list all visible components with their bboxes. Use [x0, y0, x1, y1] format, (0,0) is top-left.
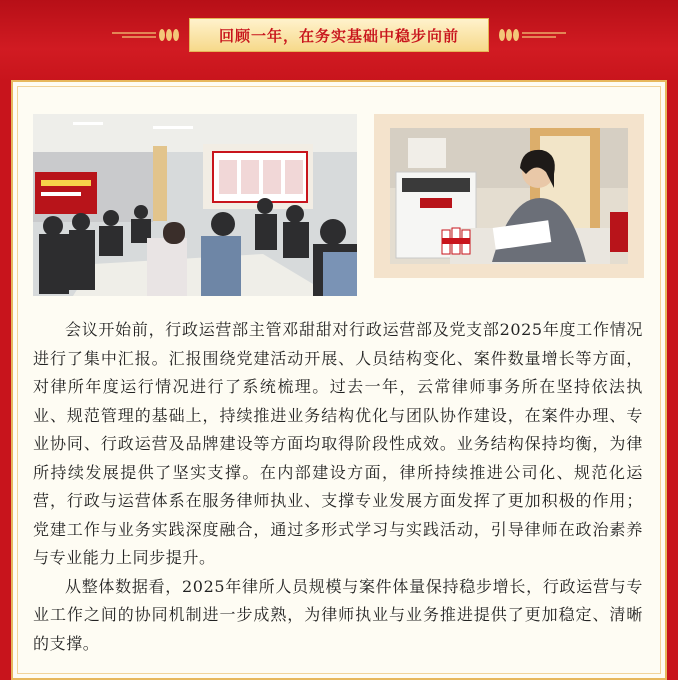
speaker-photo-frame	[374, 114, 644, 278]
speaker-photo-image	[390, 128, 628, 264]
article-paragraph-2: 从整体数据看，2025年律所人员规模与案件体量保持稳步增长，行政运营与专业工作之间的协同机制进一步成熟，为律师执业与业务推进提供了更加稳定、清晰的支撑。	[33, 576, 643, 653]
meeting-photo	[33, 114, 357, 296]
right-wheat-ornament-icon	[496, 27, 566, 43]
section-title: 回顾一年，在务实基础中稳步向前	[218, 26, 459, 45]
speaker-photo	[390, 128, 628, 264]
article-body	[33, 316, 643, 658]
left-wheat-ornament-icon	[112, 27, 182, 43]
article-paragraph-1: 会议开始前，行政运营部主管邓甜甜对行政运营部及党支部2025年度工作情况进行了集中汇报。汇报围绕党建活动开展、人员结构变化、案件数量增长等方面，对律所年度运行情况进行了系统梳理。过去一年，云常律师事务所在坚持依法执业、规范管理的基础上，持续推进业务结构优化与团队协作建设，在案件办理、专业协同、行政运营及品牌建设等方面均取得阶段性成效。业务结构保持均衡，为律所持续发展提供了坚实支撑。在内部建设方面，律所持续推进公司化、规范化运营，行政与运营体系在服务律师执业、支撑专业发展方面发挥了更加积极的作用；党建工作与业务实践深度融合，通过多形式学习与实践活动，引导律师在政治素养与专业能力上同步提升。	[33, 320, 643, 567]
meeting-photo-image	[33, 114, 357, 296]
section-title-box	[189, 18, 489, 52]
